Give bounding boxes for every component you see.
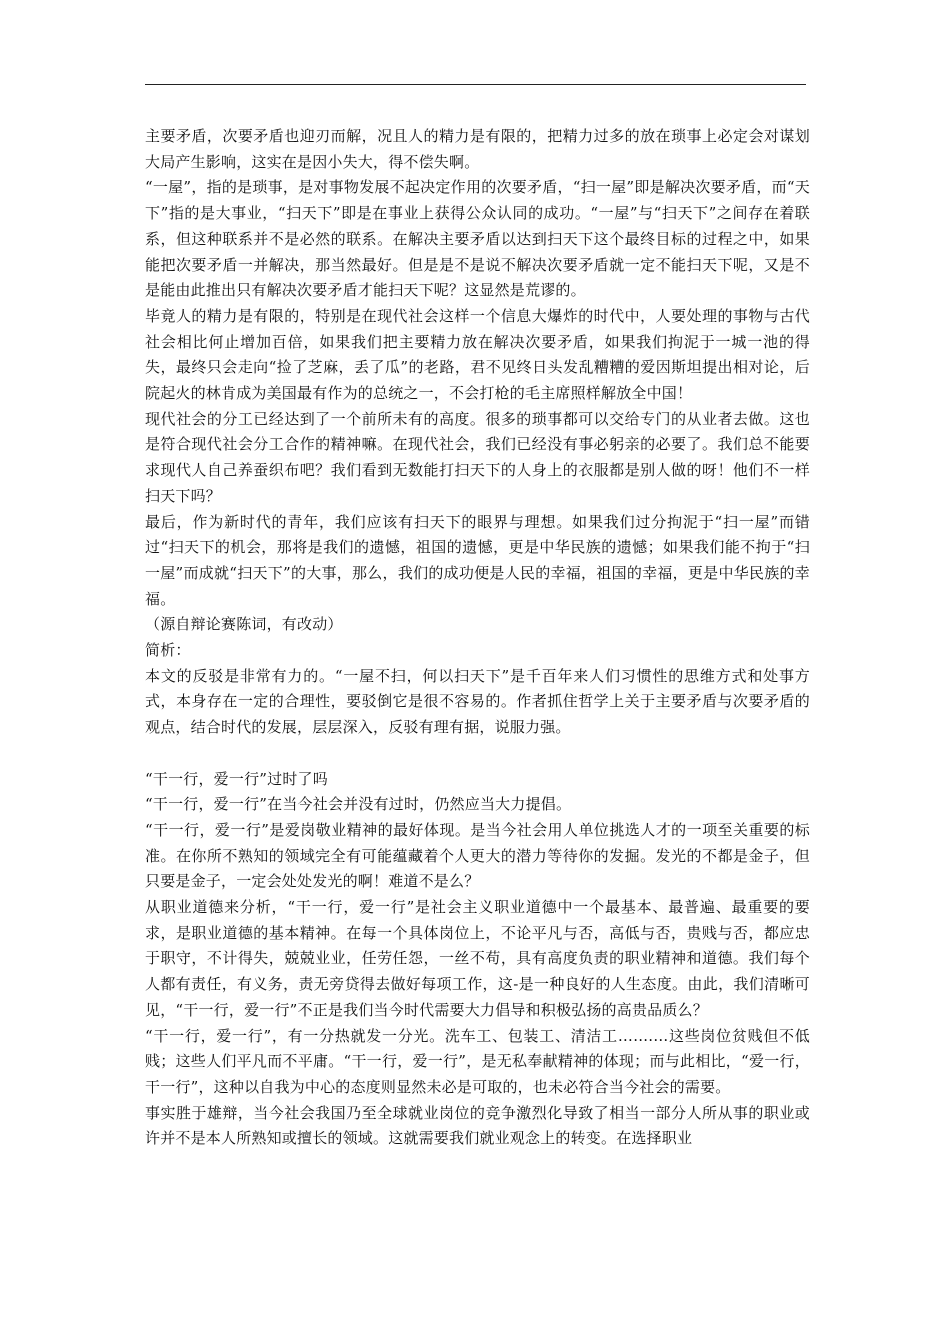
paragraph: 现代社会的分工已经达到了一个前所未有的高度。很多的琐事都可以交给专门的从业者去做。这也是符合现代社会分工合作的精神嘛。在现代社会，我们已经没有事必躬亲的必要了。我们总不能要求现代人自己养蚕织布吧？我们看到无数能打扫天下的人身上的衣服都是别人做的呀！他们不一样扫天下吗？ bbox=[145, 409, 810, 505]
paragraph: 毕竟人的精力是有限的，特别是在现代社会这样一个信息大爆炸的时代中，人要处理的事物与古代社会相比何止增加百倍，如果我们把主要精力放在解决次要矛盾，如果我们拘泥于一城一池的得失，最终只会走向“捡了芝麻，丢了瓜”的老路，君不见终日头发乱糟糟的爱因斯坦提出相对论，后院起火的林肯成为美国最有作为的总统之一，不会打枪的毛主席照样解放全中国！ bbox=[145, 306, 810, 403]
blank-line bbox=[145, 741, 810, 767]
paragraph: 从职业道德来分析，“干一行，爱一行”是社会主义职业道德中一个最基本、最普遍、最重要的要求，是职业道德的基本精神。在每一个具体岗位上，不论平凡与否，高低与否，贵贱与否，都应忠于职守，不计得失，兢兢业业，任劳任怨，一丝不苟，具有高度负责的职业精神和道德。我们每个人都有责任，有义务，责无旁贷得去做好每项工作，这-是一种良好的人生态度。由此，我们清晰可见，“干一行，爱一行”不正是我们当今时代需要大力倡导和积极弘扬的高贵品质么？ bbox=[145, 898, 810, 1019]
paragraph: 主要矛盾，次要矛盾也迎刃而解，况且人的精力是有限的，把精力过多的放在琐事上必定会对谋划大局产生影响，这实在是因小失大，得不偿失啊。 bbox=[145, 127, 810, 171]
header-rule bbox=[145, 84, 806, 85]
paragraph: “干一行，爱一行”在当今社会并没有过时，仍然应当大力提倡。 bbox=[145, 795, 572, 814]
paragraph: 本文的反驳是非常有力的。“一屋不扫，何以扫天下”是千百年来人们习惯性的思维方式和处事方式，本身存在一定的合理性，要驳倒它是很不容易的。作者抓住哲学上关于主要矛盾与次要矛盾的观点，结合时代的发展，层层深入，反驳有理有据，说服力强。 bbox=[145, 666, 810, 737]
source-note: （源自辩论赛陈词，有改动） bbox=[145, 615, 343, 634]
paragraph: “一屋”，指的是琐事，是对事物发展不起决定作用的次要矛盾，“扫一屋”即是解决次要矛盾，而“天下”指的是大事业，“扫天下”即是在事业上获得公众认同的成功。“一屋”与“扫天下”之间存在着联系，但这种联系并不是必然的联系。在解决主要矛盾以达到扫天下这个最终目标的过程之中，如果能把次要矛盾一并解决，那当然最好。但是是不是说不解决次要矛盾就一定不能扫天下呢，又是不是能由此推出只有解决次要矛盾才能扫天下呢？这显然是荒谬的。 bbox=[145, 178, 810, 300]
paragraph: 最后，作为新时代的青年，我们应该有扫天下的眼界与理想。如果我们过分拘泥于“扫一屋”而错过“扫天下的机会，那将是我们的遗憾，祖国的遗憾，更是中华民族的遗憾；如果我们能不拘于“扫一屋”而成就“扫天下”的大事，那么，我们的成功便是人民的幸福，祖国的幸福，更是中华民族的幸福。 bbox=[145, 512, 810, 608]
section-title: “干一行，爱一行”过时了吗 bbox=[145, 769, 328, 788]
paragraph: “干一行，爱一行”，有一分热就发一分光。洗车工、包装工、清洁工…….…这些岗位贫贱但不低贱；这些人们平凡而不平庸。“干一行，爱一行”，是无私奉献精神的体现；而与此相比，“爱一行，干一行”，这种以自我为中心的态度则显然未必是可取的，也未必符合当今社会的需要。 bbox=[145, 1026, 810, 1096]
analysis-heading: 简析： bbox=[145, 641, 191, 660]
paragraph: “干一行，爱一行”是爱岗敬业精神的最好体现。是当今社会用人单位挑选人才的一项至关重要的标准。在你所不熟知的领域完全有可能蕴藏着个人更大的潜力等待你的发掘。发光的不都是金子，但只要是金子，一定会处处发光的啊！难道不是么？ bbox=[145, 820, 810, 891]
document-body bbox=[145, 124, 810, 1152]
paragraph: 事实胜于雄辩，当今社会我国乃至全球就业岗位的竞争激烈化导致了相当一部分人所从事的职业或许并不是本人所熟知或擅长的领域。这就需要我们就业观念上的转变。在选择职业 bbox=[145, 1103, 810, 1148]
